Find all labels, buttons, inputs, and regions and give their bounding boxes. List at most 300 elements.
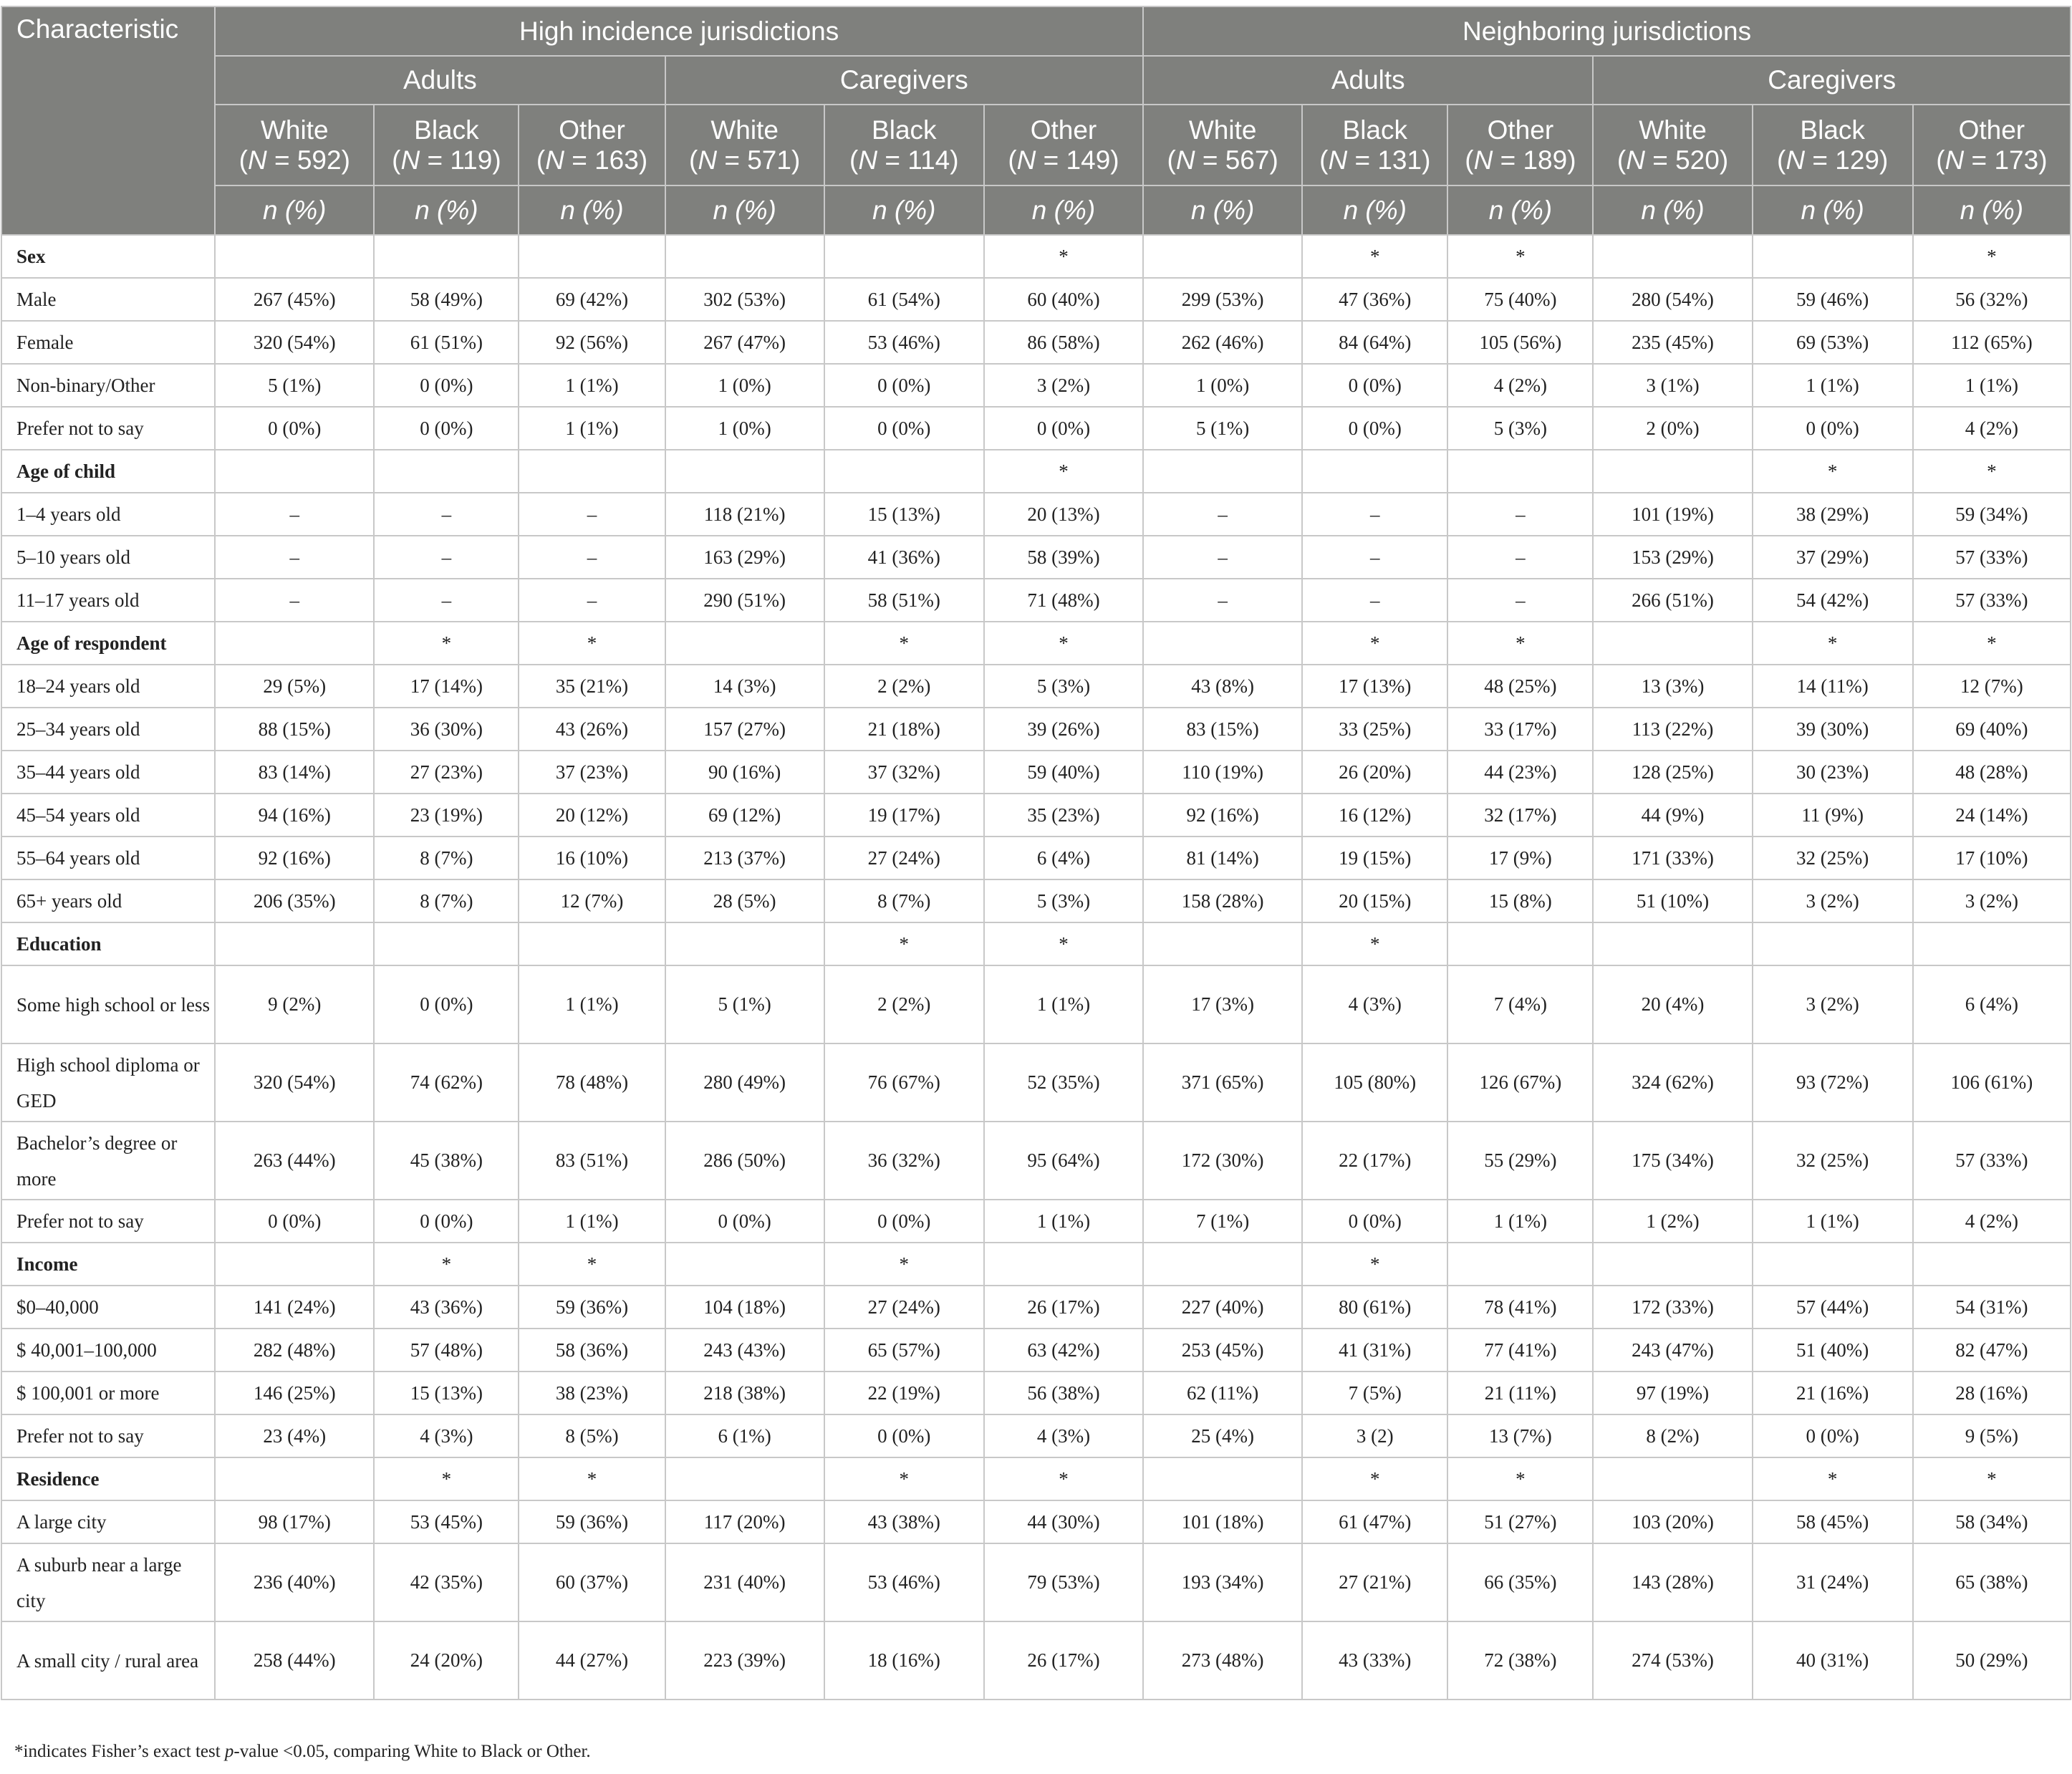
significance-cell: * [1302, 622, 1447, 665]
value-cell: 1 (0%) [1143, 364, 1302, 407]
value-cell: 53 (46%) [824, 321, 984, 364]
value-cell: 95 (64%) [984, 1122, 1143, 1200]
section-label: Sex [1, 235, 215, 278]
value-cell: 65 (57%) [824, 1329, 984, 1372]
value-cell: 86 (58%) [984, 321, 1143, 364]
value-cell: 15 (13%) [374, 1372, 519, 1414]
value-cell: 83 (51%) [519, 1122, 665, 1200]
value-cell: 35 (21%) [519, 665, 665, 708]
value-cell: 33 (25%) [1302, 708, 1447, 751]
column-race: White [1639, 115, 1707, 145]
subgroup-header: Adults [215, 56, 665, 105]
significance-cell [1593, 450, 1752, 493]
table-row [1, 1329, 2071, 1372]
value-cell: 30 (23%) [1753, 751, 1913, 794]
n-letter: N [1786, 145, 1806, 175]
column-header [519, 105, 665, 185]
value-cell: 47 (36%) [1302, 278, 1447, 321]
value-cell: 141 (24%) [215, 1286, 374, 1329]
value-cell: 61 (47%) [1302, 1500, 1447, 1543]
value-cell: 22 (19%) [824, 1372, 984, 1414]
value-cell: 51 (10%) [1593, 879, 1752, 922]
value-cell: 43 (38%) [824, 1500, 984, 1543]
value-cell: 52 (35%) [984, 1043, 1143, 1122]
value-cell: – [1143, 493, 1302, 536]
significance-cell [665, 235, 824, 278]
value-cell: 0 (0%) [215, 407, 374, 450]
table-row [1, 1621, 2071, 1700]
value-cell: 69 (40%) [1913, 708, 2071, 751]
section-row [1, 922, 2071, 965]
section-label: Residence [1, 1457, 215, 1500]
value-cell: 78 (41%) [1447, 1286, 1593, 1329]
value-cell: – [1143, 579, 1302, 622]
value-cell: 324 (62%) [1593, 1043, 1752, 1122]
value-cell: 38 (29%) [1753, 493, 1913, 536]
value-cell: 3 (2%) [1753, 879, 1913, 922]
value-cell: – [1302, 536, 1447, 579]
value-cell: 23 (19%) [374, 794, 519, 837]
n-value: 149 [1066, 145, 1111, 175]
value-cell: 2 (2%) [824, 665, 984, 708]
value-cell: 58 (34%) [1913, 1500, 2071, 1543]
value-cell: 0 (0%) [824, 1200, 984, 1243]
value-cell: 42 (35%) [374, 1543, 519, 1621]
value-cell: 13 (3%) [1593, 665, 1752, 708]
value-cell: 24 (20%) [374, 1621, 519, 1700]
significance-cell: * [1913, 235, 2071, 278]
unit-header: n (%) [1753, 185, 1913, 235]
value-cell: – [374, 493, 519, 536]
group-header-high-incidence: High incidence jurisdictions [215, 6, 1143, 56]
value-cell: 15 (8%) [1447, 879, 1593, 922]
value-cell: 22 (17%) [1302, 1122, 1447, 1200]
value-cell: 126 (67%) [1447, 1043, 1593, 1122]
value-cell: 61 (54%) [824, 278, 984, 321]
value-cell: – [519, 536, 665, 579]
column-header [374, 105, 519, 185]
value-cell: 72 (38%) [1447, 1621, 1593, 1700]
value-cell: 71 (48%) [984, 579, 1143, 622]
value-cell: 1 (1%) [1753, 364, 1913, 407]
section-row [1, 622, 2071, 665]
value-cell: 92 (56%) [519, 321, 665, 364]
value-cell: – [215, 493, 374, 536]
value-cell: 21 (18%) [824, 708, 984, 751]
value-cell: 8 (2%) [1593, 1414, 1752, 1457]
row-label: 35–44 years old [1, 751, 215, 794]
row-label: 11–17 years old [1, 579, 215, 622]
value-cell: 7 (1%) [1143, 1200, 1302, 1243]
row-label: A small city / rural area [1, 1621, 215, 1700]
value-cell: 1 (1%) [519, 1200, 665, 1243]
value-cell: 4 (3%) [374, 1414, 519, 1457]
value-cell: 4 (2%) [1913, 1200, 2071, 1243]
value-cell: 39 (30%) [1753, 708, 1913, 751]
value-cell: 0 (0%) [374, 407, 519, 450]
value-cell: 8 (7%) [374, 879, 519, 922]
value-cell: 18 (16%) [824, 1621, 984, 1700]
significance-cell: * [824, 622, 984, 665]
column-race: White [1188, 115, 1257, 145]
significance-cell: * [824, 1243, 984, 1286]
value-cell: 17 (13%) [1302, 665, 1447, 708]
significance-cell [665, 622, 824, 665]
column-race: Black [414, 115, 479, 145]
table-row [1, 879, 2071, 922]
value-cell: 29 (5%) [215, 665, 374, 708]
value-cell: 23 (4%) [215, 1414, 374, 1457]
table-row [1, 665, 2071, 708]
value-cell: 17 (9%) [1447, 837, 1593, 879]
value-cell: 59 (40%) [984, 751, 1143, 794]
significance-cell: * [1753, 1457, 1913, 1500]
column-n: (N = 129) [1777, 145, 1889, 175]
table-row [1, 1372, 2071, 1414]
value-cell: 146 (25%) [215, 1372, 374, 1414]
significance-cell: * [984, 622, 1143, 665]
value-cell: 0 (0%) [1753, 1414, 1913, 1457]
significance-cell [1143, 622, 1302, 665]
value-cell: 98 (17%) [215, 1500, 374, 1543]
value-cell: – [1302, 579, 1447, 622]
unit-header: n (%) [1447, 185, 1593, 235]
value-cell: 27 (24%) [824, 837, 984, 879]
value-cell: 128 (25%) [1593, 751, 1752, 794]
column-n: (N = 131) [1319, 145, 1431, 175]
value-cell: 112 (65%) [1913, 321, 2071, 364]
n-value: 173 [1994, 145, 2039, 175]
row-label: $ 40,001–100,000 [1, 1329, 215, 1372]
value-cell: 36 (30%) [374, 708, 519, 751]
value-cell: 143 (28%) [1593, 1543, 1752, 1621]
value-cell: 320 (54%) [215, 1043, 374, 1122]
value-cell: 9 (2%) [215, 965, 374, 1043]
significance-cell [215, 922, 374, 965]
value-cell: – [374, 536, 519, 579]
row-label: Non-binary/Other [1, 364, 215, 407]
n-letter: N [247, 145, 267, 175]
value-cell: – [1447, 579, 1593, 622]
n-letter: N [400, 145, 420, 175]
value-cell: 45 (38%) [374, 1122, 519, 1200]
value-cell: 0 (0%) [665, 1200, 824, 1243]
value-cell: 53 (46%) [824, 1543, 984, 1621]
value-cell: 290 (51%) [665, 579, 824, 622]
significance-cell: * [519, 622, 665, 665]
value-cell: 83 (15%) [1143, 708, 1302, 751]
value-cell: 57 (33%) [1913, 1122, 2071, 1200]
value-cell: 36 (32%) [824, 1122, 984, 1200]
value-cell: 213 (37%) [665, 837, 824, 879]
value-cell: 50 (29%) [1913, 1621, 2071, 1700]
value-cell: 56 (32%) [1913, 278, 2071, 321]
value-cell: 90 (16%) [665, 751, 824, 794]
column-race: White [710, 115, 779, 145]
unit-header: n (%) [984, 185, 1143, 235]
value-cell: 1 (1%) [519, 407, 665, 450]
section-label: Age of respondent [1, 622, 215, 665]
value-cell: 76 (67%) [824, 1043, 984, 1122]
value-cell: 266 (51%) [1593, 579, 1752, 622]
footnote [14, 1742, 591, 1762]
value-cell: 0 (0%) [1302, 1200, 1447, 1243]
value-cell: 25 (4%) [1143, 1414, 1302, 1457]
value-cell: 78 (48%) [519, 1043, 665, 1122]
value-cell: 0 (0%) [984, 407, 1143, 450]
row-label: 65+ years old [1, 879, 215, 922]
value-cell: 20 (13%) [984, 493, 1143, 536]
value-cell: 3 (2%) [1913, 879, 2071, 922]
value-cell: 223 (39%) [665, 1621, 824, 1700]
value-cell: 27 (24%) [824, 1286, 984, 1329]
table-body [1, 235, 2071, 1700]
value-cell: – [215, 536, 374, 579]
significance-cell: * [374, 1457, 519, 1500]
value-cell: 38 (23%) [519, 1372, 665, 1414]
significance-cell [665, 1243, 824, 1286]
value-cell: 26 (17%) [984, 1621, 1143, 1700]
n-value: 163 [594, 145, 639, 175]
subgroup-header: Caregivers [665, 56, 1143, 105]
row-label: High school diploma or GED [1, 1043, 215, 1122]
value-cell: 55 (29%) [1447, 1122, 1593, 1200]
characteristic-header: Characteristic [1, 6, 215, 235]
value-cell: 17 (10%) [1913, 837, 2071, 879]
value-cell: 175 (34%) [1593, 1122, 1752, 1200]
significance-cell: * [374, 1243, 519, 1286]
table-row [1, 321, 2071, 364]
section-label: Education [1, 922, 215, 965]
value-cell: 267 (47%) [665, 321, 824, 364]
table-row [1, 1122, 2071, 1200]
value-cell: 31 (24%) [1753, 1543, 1913, 1621]
significance-cell [1753, 235, 1913, 278]
value-cell: 66 (35%) [1447, 1543, 1593, 1621]
value-cell: 101 (18%) [1143, 1500, 1302, 1543]
n-value: 131 [1377, 145, 1422, 175]
significance-cell: * [984, 450, 1143, 493]
value-cell: 84 (64%) [1302, 321, 1447, 364]
significance-cell: * [1913, 622, 2071, 665]
significance-cell: * [1753, 622, 1913, 665]
value-cell: 302 (53%) [665, 278, 824, 321]
value-cell: 4 (3%) [1302, 965, 1447, 1043]
value-cell: 81 (14%) [1143, 837, 1302, 879]
value-cell: 9 (5%) [1913, 1414, 2071, 1457]
table-row [1, 1414, 2071, 1457]
value-cell: 2 (2%) [824, 965, 984, 1043]
value-cell: 20 (15%) [1302, 879, 1447, 922]
value-cell: 280 (54%) [1593, 278, 1752, 321]
value-cell: 0 (0%) [1302, 407, 1447, 450]
value-cell: 206 (35%) [215, 879, 374, 922]
column-race: Black [1342, 115, 1407, 145]
value-cell: 274 (53%) [1593, 1621, 1752, 1700]
value-cell: 172 (33%) [1593, 1286, 1752, 1329]
row-label: $ 100,001 or more [1, 1372, 215, 1414]
value-cell: 7 (5%) [1302, 1372, 1447, 1414]
value-cell: 12 (7%) [1913, 665, 2071, 708]
value-cell: 93 (72%) [1753, 1043, 1913, 1122]
table-row [1, 579, 2071, 622]
significance-cell [1913, 922, 2071, 965]
value-cell: 58 (39%) [984, 536, 1143, 579]
value-cell: 62 (11%) [1143, 1372, 1302, 1414]
table-row [1, 1500, 2071, 1543]
significance-cell [215, 235, 374, 278]
value-cell: 21 (16%) [1753, 1372, 1913, 1414]
value-cell: 54 (42%) [1753, 579, 1913, 622]
n-letter: N [545, 145, 564, 175]
value-cell: 117 (20%) [665, 1500, 824, 1543]
value-cell: – [519, 493, 665, 536]
significance-cell [1593, 1457, 1752, 1500]
unit-header: n (%) [1593, 185, 1752, 235]
value-cell: 1 (0%) [665, 364, 824, 407]
significance-cell [1143, 1243, 1302, 1286]
value-cell: 6 (1%) [665, 1414, 824, 1457]
table-row [1, 1200, 2071, 1243]
significance-cell: * [1913, 1457, 2071, 1500]
value-cell: 51 (27%) [1447, 1500, 1593, 1543]
significance-cell [1593, 1243, 1752, 1286]
value-cell: 280 (49%) [665, 1043, 824, 1122]
row-label: Prefer not to say [1, 1200, 215, 1243]
value-cell: 94 (16%) [215, 794, 374, 837]
significance-cell [1753, 1243, 1913, 1286]
value-cell: 101 (19%) [1593, 493, 1752, 536]
value-cell: 44 (23%) [1447, 751, 1593, 794]
significance-cell: * [1302, 235, 1447, 278]
n-value: 114 [907, 145, 950, 175]
row-label: Male [1, 278, 215, 321]
demographics-table [1, 6, 2071, 1700]
value-cell: 8 (7%) [374, 837, 519, 879]
value-cell: 11 (9%) [1753, 794, 1913, 837]
value-cell: 60 (37%) [519, 1543, 665, 1621]
group-header-neighboring: Neighboring jurisdictions [1143, 6, 2071, 56]
value-cell: 51 (40%) [1753, 1329, 1913, 1372]
value-cell: 20 (12%) [519, 794, 665, 837]
column-header [1753, 105, 1913, 185]
table-row [1, 1543, 2071, 1621]
column-header [1913, 105, 2071, 185]
value-cell: 54 (31%) [1913, 1286, 2071, 1329]
row-label: Prefer not to say [1, 407, 215, 450]
column-header [984, 105, 1143, 185]
value-cell: 5 (1%) [665, 965, 824, 1043]
value-cell: 105 (80%) [1302, 1043, 1447, 1122]
significance-cell: * [519, 1243, 665, 1286]
significance-cell [519, 450, 665, 493]
row-label: Bachelor’s degree or more [1, 1122, 215, 1200]
value-cell: 43 (36%) [374, 1286, 519, 1329]
significance-cell [374, 450, 519, 493]
value-cell: 44 (27%) [519, 1621, 665, 1700]
value-cell: 4 (2%) [1913, 407, 2071, 450]
significance-cell: * [1913, 450, 2071, 493]
value-cell: 80 (61%) [1302, 1286, 1447, 1329]
footnote-text: *indicates Fisher’s exact test [14, 1742, 225, 1761]
value-cell: 59 (36%) [519, 1286, 665, 1329]
value-cell: 40 (31%) [1753, 1621, 1913, 1700]
value-cell: 75 (40%) [1447, 278, 1593, 321]
significance-cell [1447, 922, 1593, 965]
value-cell: 74 (62%) [374, 1043, 519, 1122]
row-label: 25–34 years old [1, 708, 215, 751]
value-cell: 1 (2%) [1593, 1200, 1752, 1243]
value-cell: – [1447, 493, 1593, 536]
significance-cell [1447, 450, 1593, 493]
section-row [1, 1243, 2071, 1286]
value-cell: 273 (48%) [1143, 1621, 1302, 1700]
value-cell: 236 (40%) [215, 1543, 374, 1621]
table-row [1, 1043, 2071, 1122]
value-cell: 235 (45%) [1593, 321, 1752, 364]
value-cell: 3 (2%) [1753, 965, 1913, 1043]
value-cell: – [374, 579, 519, 622]
value-cell: 69 (53%) [1753, 321, 1913, 364]
unit-header: n (%) [215, 185, 374, 235]
footnote-italic: p [224, 1742, 234, 1761]
value-cell: 0 (0%) [374, 965, 519, 1043]
value-cell: 171 (33%) [1593, 837, 1752, 879]
significance-cell [824, 235, 984, 278]
n-value: 567 [1225, 145, 1270, 175]
value-cell: 19 (17%) [824, 794, 984, 837]
unit-header: n (%) [1913, 185, 2071, 235]
footnote-text: -value <0.05, comparing White to Black or Other. [233, 1742, 591, 1761]
subgroup-header: Caregivers [1593, 56, 2071, 105]
column-race: White [260, 115, 329, 145]
value-cell: 282 (48%) [215, 1329, 374, 1372]
section-label: Age of child [1, 450, 215, 493]
value-cell: 5 (3%) [984, 665, 1143, 708]
value-cell: 32 (25%) [1753, 1122, 1913, 1200]
significance-cell [519, 922, 665, 965]
value-cell: – [1143, 536, 1302, 579]
n-value: 119 [450, 145, 493, 175]
value-cell: 110 (19%) [1143, 751, 1302, 794]
column-n: (N = 567) [1167, 145, 1278, 175]
value-cell: 15 (13%) [824, 493, 984, 536]
significance-cell: * [984, 235, 1143, 278]
value-cell: 243 (43%) [665, 1329, 824, 1372]
value-cell: 1 (1%) [519, 364, 665, 407]
column-header [1302, 105, 1447, 185]
value-cell: 58 (45%) [1753, 1500, 1913, 1543]
value-cell: 41 (36%) [824, 536, 984, 579]
value-cell: 19 (15%) [1302, 837, 1447, 879]
value-cell: 193 (34%) [1143, 1543, 1302, 1621]
significance-cell [984, 1243, 1143, 1286]
column-n: (N = 189) [1465, 145, 1576, 175]
significance-cell [519, 235, 665, 278]
section-row [1, 1457, 2071, 1500]
value-cell: 97 (19%) [1593, 1372, 1752, 1414]
table-row [1, 1286, 2071, 1329]
value-cell: 24 (14%) [1913, 794, 2071, 837]
n-letter: N [1175, 145, 1195, 175]
n-letter: N [1626, 145, 1645, 175]
value-cell: 263 (44%) [215, 1122, 374, 1200]
value-cell: 267 (45%) [215, 278, 374, 321]
value-cell: 6 (4%) [1913, 965, 2071, 1043]
value-cell: 243 (47%) [1593, 1329, 1752, 1372]
value-cell: 104 (18%) [665, 1286, 824, 1329]
table-row [1, 536, 2071, 579]
